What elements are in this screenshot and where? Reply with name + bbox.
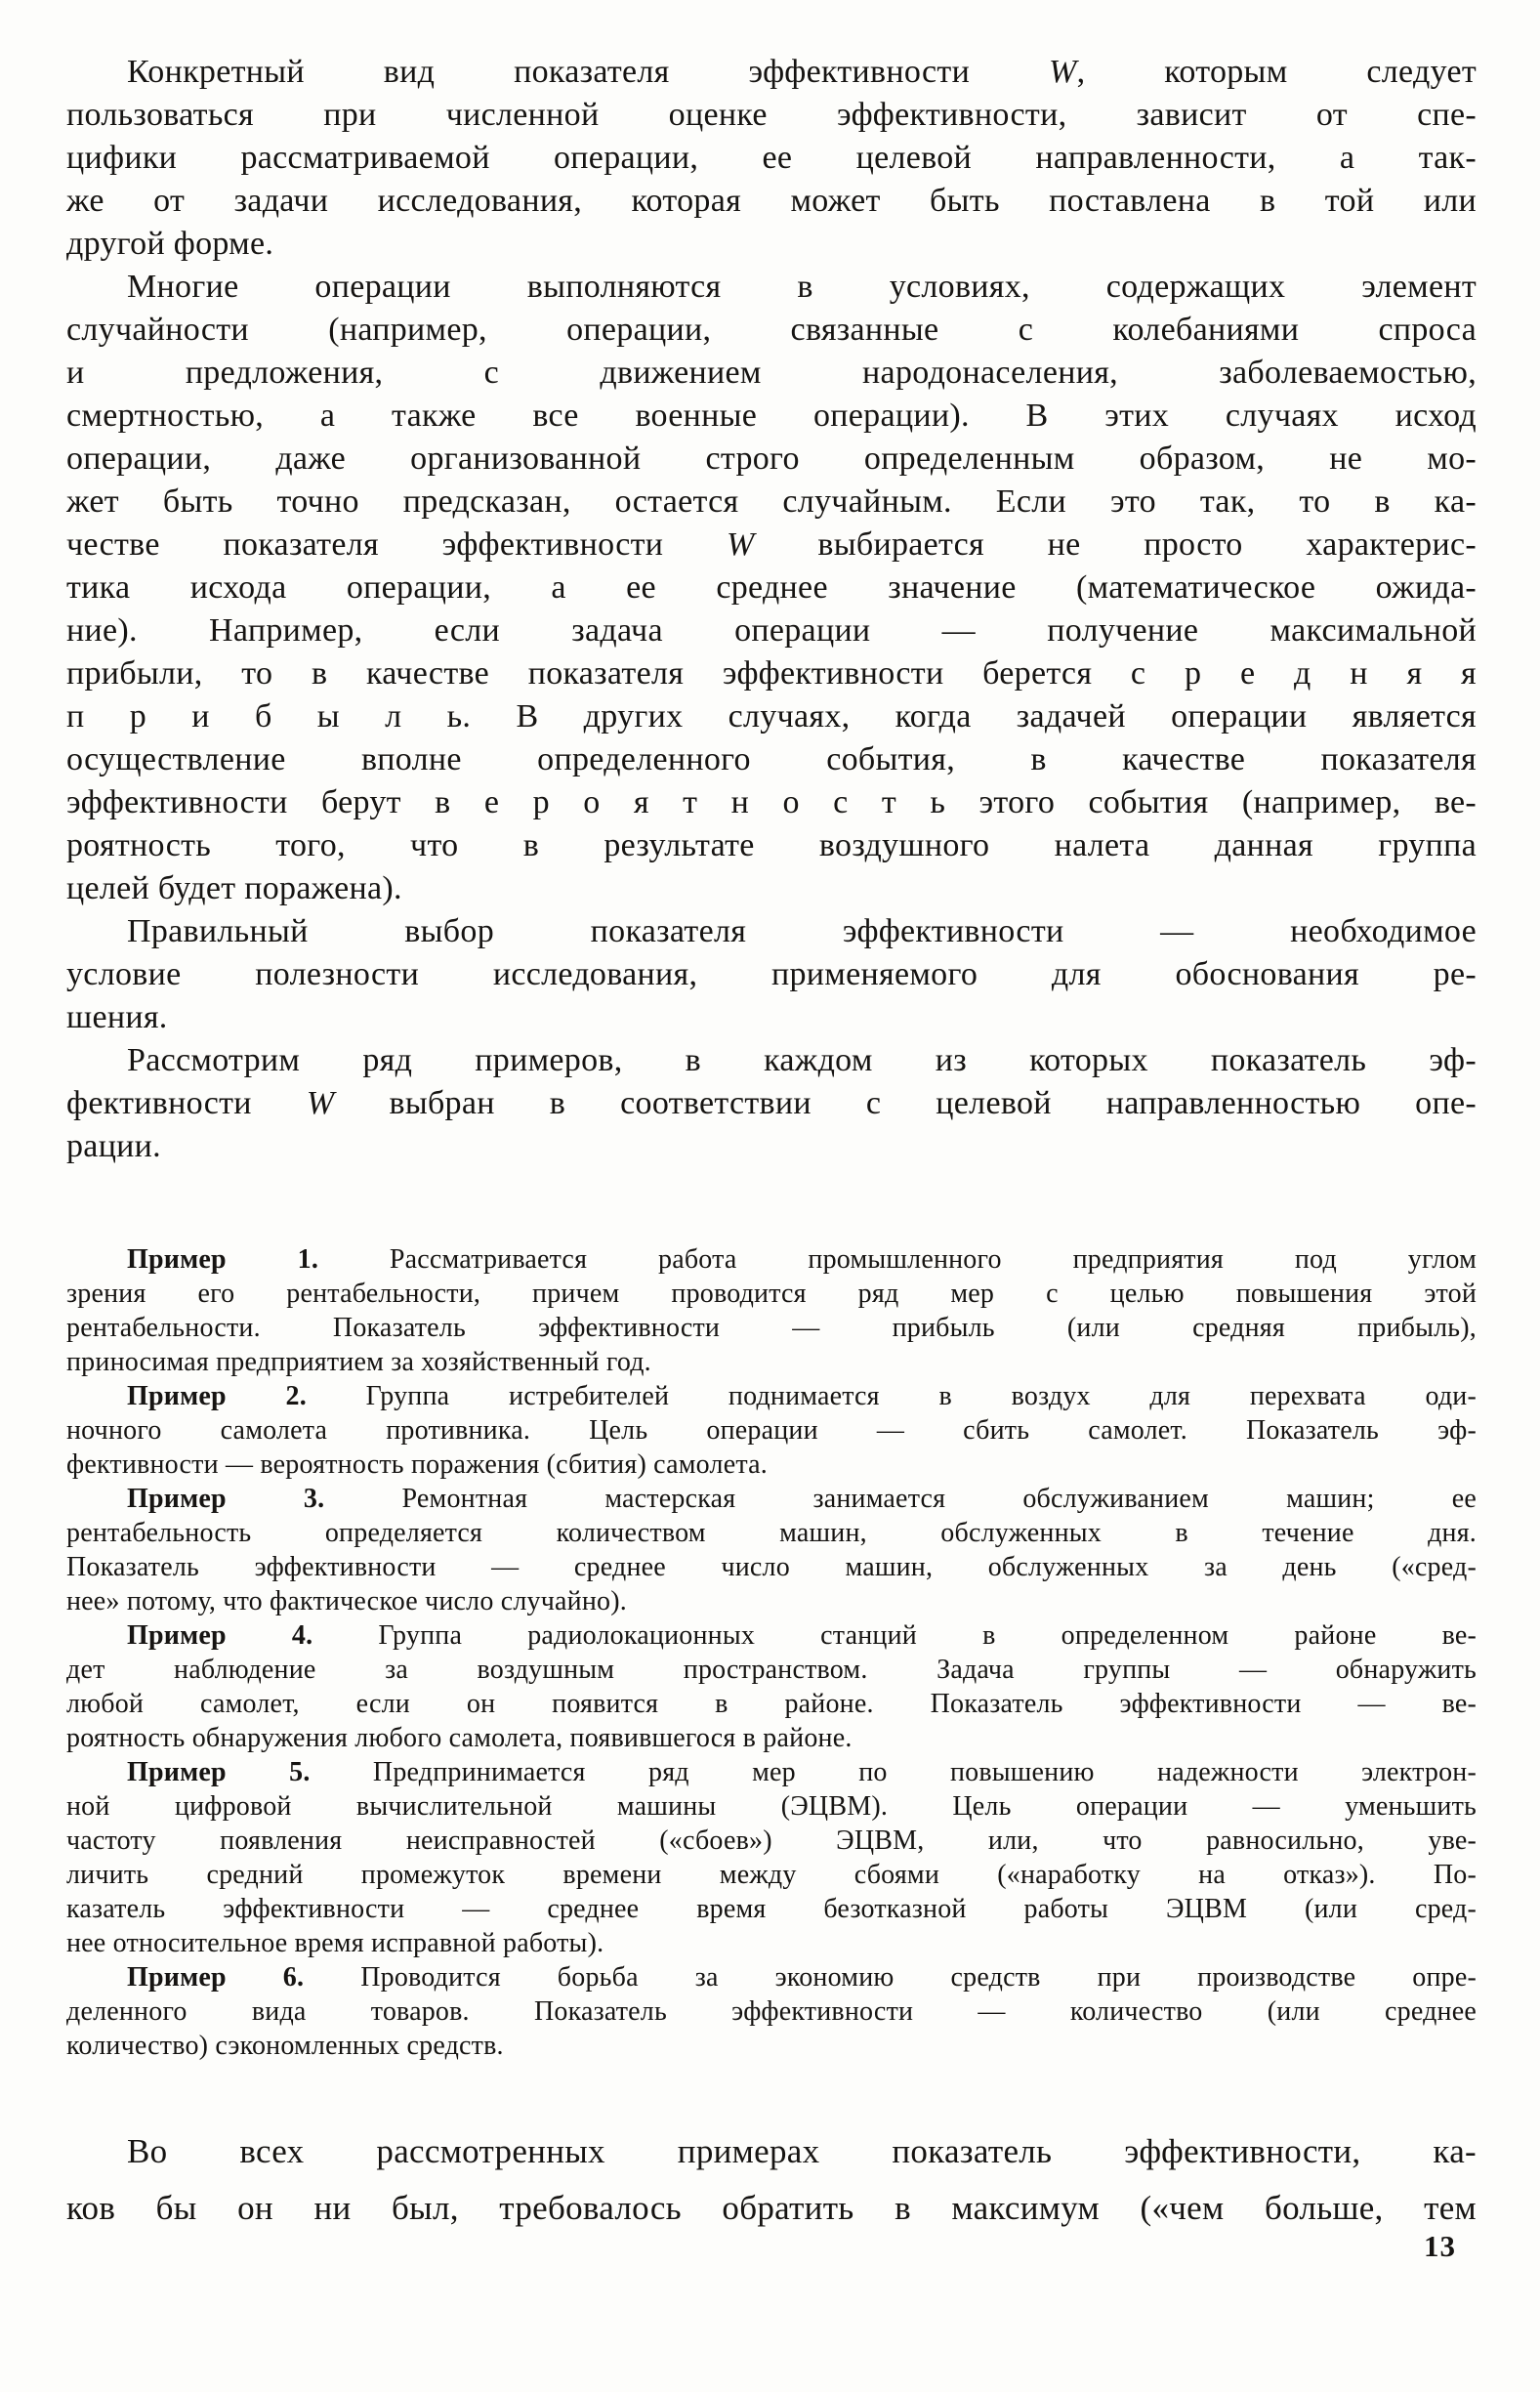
- text-run: рентабельность определяется количеством машин, обслуженных в течение дня.: [66, 1518, 1477, 1548]
- text-line: [66, 1242, 1477, 1277]
- text-run: смертностью, а также все военные операции). В этих случаях исход: [66, 398, 1477, 434]
- example-4: [66, 1618, 1477, 1755]
- example-6: [66, 1960, 1477, 2063]
- paragraph-random-operations: [66, 266, 1477, 910]
- text-line: [66, 781, 1477, 824]
- text-run: , которым следует: [1076, 54, 1477, 90]
- text-run: цифики рассматриваемой операции, ее целевой направленности, а так-: [66, 140, 1477, 176]
- text-line: [66, 1482, 1477, 1516]
- text-line: [66, 438, 1477, 481]
- text-line: [66, 1550, 1477, 1584]
- text-run: роятность обнаружения любого самолета, появившегося в районе.: [66, 1723, 853, 1753]
- text-line: [66, 1618, 1477, 1653]
- text-run: Многие операции выполняются в условиях, содержащих элемент: [127, 269, 1477, 305]
- text-run: рентабельности. Показатель эффективности — прибыль (или средняя прибыль),: [66, 1313, 1477, 1343]
- text-run: Рассмотрим ряд примеров, в каждом из которых показатель эф-: [127, 1042, 1477, 1078]
- text-line: [66, 695, 1477, 738]
- example-5: [66, 1755, 1477, 1960]
- example-1: [66, 1242, 1477, 1379]
- text-run: Правильный выбор показателя эффективности — необходимое: [127, 913, 1477, 949]
- text-run: же от задачи исследования, которая может быть поставлена в той или: [66, 183, 1477, 219]
- text-run: дет наблюдение за воздушным пространством. Задача группы — обнаружить: [66, 1655, 1477, 1685]
- text-run: тика исхода операции, а ее среднее значение (математическое ожида-: [66, 569, 1477, 606]
- variable-w: W: [306, 1085, 335, 1121]
- page-number: 13: [1424, 2229, 1456, 2263]
- text-run: ной цифровой вычислительной машины (ЭЦВМ). Цель операции — уменьшить: [66, 1791, 1477, 1822]
- text-run: любой самолет, если он появится в районе. Показатель эффективности — ве-: [66, 1689, 1477, 1719]
- text-line: [66, 1994, 1477, 2029]
- text-line: [66, 1687, 1477, 1721]
- text-line: [66, 1345, 1477, 1379]
- example-2: [66, 1379, 1477, 1482]
- text-line: [66, 867, 1477, 910]
- example-label: Пример 4.: [127, 1620, 313, 1651]
- text-run: и предложения, с движением народонаселения, заболеваемостью,: [66, 355, 1477, 391]
- text-run: Группа истребителей поднимается в воздух для перехвата оди-: [306, 1381, 1477, 1411]
- text-line: [66, 1448, 1477, 1482]
- text-run: осуществление вполне определенного события, в качестве показателя: [66, 741, 1477, 777]
- text-run: количество) сэкономленных средств.: [66, 2031, 504, 2061]
- text-line: [66, 1926, 1477, 1960]
- paragraph-correct-choice: [66, 910, 1477, 1039]
- text-line: [66, 1824, 1477, 1858]
- text-run: Показатель эффективности — среднее число машин, обслуженных за день («сред-: [66, 1552, 1477, 1582]
- text-line: [66, 1789, 1477, 1824]
- text-line: [66, 309, 1477, 352]
- text-line: [66, 910, 1477, 953]
- paragraph-closing: [66, 2123, 1477, 2237]
- text-line: [66, 395, 1477, 438]
- text-line: [66, 1039, 1477, 1082]
- text-run: прибыли, то в качестве показателя эффективности берется с р е д н я я: [66, 655, 1477, 692]
- text-line: [66, 824, 1477, 867]
- text-run: условие полезности исследования, применяемого для обоснования ре-: [66, 956, 1477, 992]
- text-line: [66, 51, 1477, 94]
- text-line: [66, 137, 1477, 180]
- text-run: честве показателя эффективности: [66, 526, 727, 563]
- text-run: пользоваться при численной оценке эффективности, зависит от спе-: [66, 97, 1477, 133]
- text-line: [66, 94, 1477, 137]
- text-run: п р и б ы л ь. В других случаях, когда задачей операции является: [66, 698, 1477, 734]
- text-line: [66, 524, 1477, 567]
- text-line: [66, 2029, 1477, 2063]
- text-line: [66, 1311, 1477, 1345]
- text-line: [66, 1858, 1477, 1892]
- text-line: [66, 266, 1477, 309]
- text-line: [66, 1516, 1477, 1550]
- text-line: [66, 1653, 1477, 1687]
- text-line: [66, 1277, 1477, 1311]
- text-line: [66, 996, 1477, 1039]
- text-run: жет быть точно предсказан, остается случайным. Если это так, то в ка-: [66, 483, 1477, 520]
- variable-w: W: [1048, 54, 1077, 90]
- text-line: [66, 1584, 1477, 1618]
- paragraph-intro: [66, 51, 1477, 266]
- text-run: приносимая предприятием за хозяйственный год.: [66, 1347, 651, 1377]
- text-line: [66, 1892, 1477, 1926]
- example-label: Пример 1.: [127, 1244, 319, 1275]
- text-line: [66, 2123, 1477, 2180]
- text-run: фективности — вероятность поражения (сбития) самолета.: [66, 1449, 768, 1480]
- text-line: [66, 652, 1477, 695]
- text-run: выбран в соответствии с целевой направленностью опе-: [334, 1085, 1477, 1121]
- text-run: Рассматривается работа промышленного предприятия под углом: [318, 1244, 1477, 1275]
- text-run: шения.: [66, 999, 168, 1035]
- text-line: [66, 1960, 1477, 1994]
- text-run: рации.: [66, 1128, 161, 1164]
- text-run: Проводится борьба за экономию средств при производстве опре-: [304, 1962, 1477, 1993]
- text-run: деленного вида товаров. Показатель эффективности — количество (или среднее: [66, 1996, 1477, 2027]
- text-run: нее» потому, что фактическое число случайно).: [66, 1586, 627, 1616]
- text-line: [66, 1082, 1477, 1125]
- text-line: [66, 609, 1477, 652]
- text-line: [66, 223, 1477, 266]
- text-line: [66, 1413, 1477, 1448]
- text-run: случайности (например, операции, связанные с колебаниями спроса: [66, 312, 1477, 348]
- text-run: Группа радиолокационных станций в определенном районе ве-: [312, 1620, 1477, 1651]
- text-run: частоту появления неисправностей («сбоев») ЭЦВМ, или, что равносильно, уве-: [66, 1825, 1477, 1856]
- text-run: ков бы он ни был, требовалось обратить в максимум («чем больше, тем: [66, 2189, 1477, 2227]
- example-label: Пример 6.: [127, 1962, 305, 1993]
- text-run: ночного самолета противника. Цель операции — сбить самолет. Показатель эф-: [66, 1415, 1477, 1446]
- text-run: целей будет поражена).: [66, 870, 402, 906]
- example-3: [66, 1482, 1477, 1618]
- example-label: Пример 5.: [127, 1757, 311, 1787]
- text-run: личить средний промежуток времени между сбоями («наработку на отказ»). По-: [66, 1860, 1477, 1890]
- text-run: Конкретный вид показателя эффективности: [127, 54, 1049, 90]
- text-line: [66, 1755, 1477, 1789]
- text-run: эффективности берут в е р о я т н о с т ь этого события (например, ве-: [66, 784, 1477, 820]
- text-line: [66, 481, 1477, 524]
- text-block: [66, 51, 1477, 2237]
- text-line: [66, 738, 1477, 781]
- text-line: [66, 953, 1477, 996]
- text-line: [66, 2180, 1477, 2237]
- text-run: ние). Например, если задача операции — получение максимальной: [66, 612, 1477, 649]
- text-run: роятность того, что в результате воздушного налета данная группа: [66, 827, 1477, 863]
- text-line: [66, 352, 1477, 395]
- example-label: Пример 2.: [127, 1381, 307, 1411]
- text-line: [66, 567, 1477, 609]
- text-run: фективности: [66, 1085, 307, 1121]
- text-run: выбирается не просто характерис-: [754, 526, 1477, 563]
- paragraph-examples-lead: [66, 1039, 1477, 1168]
- text-line: [66, 1379, 1477, 1413]
- text-run: операции, даже организованной строго определенным образом, не мо-: [66, 441, 1477, 477]
- text-line: [66, 1721, 1477, 1755]
- text-run: зрения его рентабельности, причем проводится ряд мер с целью повышения этой: [66, 1279, 1477, 1309]
- example-label: Пример 3.: [127, 1484, 325, 1514]
- text-run: Предпринимается ряд мер по повышению надежности электрон-: [310, 1757, 1477, 1787]
- text-run: нее относительное время исправной работы).: [66, 1928, 604, 1958]
- text-line: [66, 180, 1477, 223]
- text-run: казатель эффективности — среднее время безотказной работы ЭЦВМ (или сред-: [66, 1894, 1477, 1924]
- text-run: Ремонтная мастерская занимается обслуживанием машин; ее: [324, 1484, 1477, 1514]
- text-line: [66, 1125, 1477, 1168]
- text-run: другой форме.: [66, 226, 274, 262]
- text-run: Во всех рассмотренных примерах показатель эффективности, ка-: [127, 2132, 1477, 2170]
- variable-w: W: [727, 526, 755, 563]
